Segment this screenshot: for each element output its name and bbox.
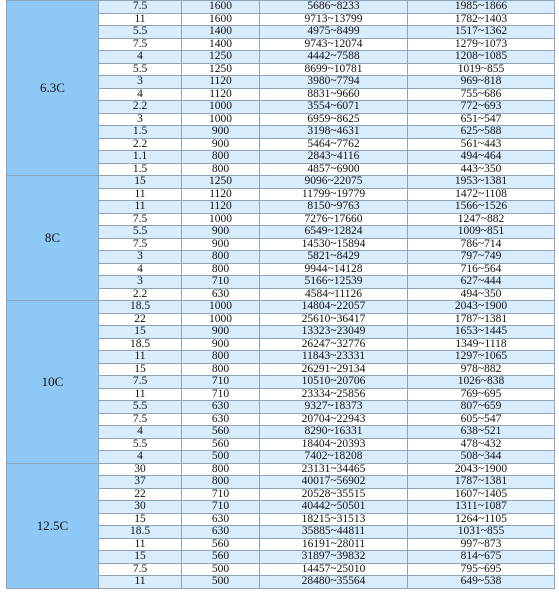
head-cell: 651~547	[408, 113, 555, 126]
head-cell: 1782~1403	[408, 13, 555, 26]
power-cell: 4	[99, 88, 182, 101]
head-cell: 494~464	[408, 151, 555, 164]
power-cell: 7.5	[99, 376, 182, 389]
model-cell: 560	[182, 551, 260, 564]
flow-cell: 31897~39832	[260, 551, 408, 564]
head-cell: 769~695	[408, 388, 555, 401]
flow-cell: 3554~6071	[260, 101, 408, 114]
power-cell: 7.5	[99, 563, 182, 576]
flow-cell: 35885~44811	[260, 526, 408, 539]
flow-cell: 18404~20393	[260, 438, 408, 451]
group-label: 12.5C	[7, 463, 99, 588]
flow-cell: 4442~7588	[260, 51, 408, 64]
flow-cell: 8831~9660	[260, 88, 408, 101]
power-cell: 3	[99, 76, 182, 89]
power-cell: 22	[99, 488, 182, 501]
head-cell: 716~564	[408, 263, 555, 276]
power-cell: 4	[99, 263, 182, 276]
head-cell: 1985~1866	[408, 1, 555, 14]
head-cell: 638~521	[408, 426, 555, 439]
head-cell: 1517~1362	[408, 26, 555, 39]
flow-cell: 26247~32776	[260, 338, 408, 351]
flow-cell: 7276~17660	[260, 213, 408, 226]
model-cell: 1000	[182, 213, 260, 226]
head-cell: 1607~1405	[408, 488, 555, 501]
power-cell: 7.5	[99, 1, 182, 14]
power-cell: 30	[99, 501, 182, 514]
flow-cell: 11843~23331	[260, 351, 408, 364]
model-cell: 630	[182, 413, 260, 426]
head-cell: 1297~1065	[408, 351, 555, 364]
power-cell: 18.5	[99, 526, 182, 539]
flow-cell: 8150~9763	[260, 201, 408, 214]
head-cell: 1653~1445	[408, 326, 555, 339]
power-cell: 15	[99, 176, 182, 189]
power-cell: 11	[99, 538, 182, 551]
head-cell: 997~873	[408, 538, 555, 551]
power-cell: 37	[99, 476, 182, 489]
power-cell: 30	[99, 463, 182, 476]
head-cell: 561~443	[408, 138, 555, 151]
flow-cell: 16191~28011	[260, 538, 408, 551]
power-cell: 11	[99, 388, 182, 401]
head-cell: 1247~882	[408, 213, 555, 226]
group-label: 6.3C	[7, 1, 99, 176]
model-cell: 1120	[182, 76, 260, 89]
flow-cell: 9944~14128	[260, 263, 408, 276]
head-cell: 1009~851	[408, 226, 555, 239]
table-row	[7, 176, 555, 189]
model-cell: 710	[182, 388, 260, 401]
model-cell: 900	[182, 238, 260, 251]
model-cell: 800	[182, 263, 260, 276]
model-cell: 500	[182, 451, 260, 464]
flow-cell: 20704~22943	[260, 413, 408, 426]
power-cell: 1.5	[99, 163, 182, 176]
flow-cell: 9713~13799	[260, 13, 408, 26]
head-cell: 1279~1073	[408, 38, 555, 51]
head-cell: 443~350	[408, 163, 555, 176]
model-cell: 900	[182, 126, 260, 139]
power-cell: 18.5	[99, 301, 182, 314]
model-cell: 1250	[182, 176, 260, 189]
power-cell: 11	[99, 351, 182, 364]
head-cell: 478~432	[408, 438, 555, 451]
power-cell: 5.5	[99, 401, 182, 414]
model-cell: 800	[182, 351, 260, 364]
power-cell: 1.5	[99, 126, 182, 139]
flow-cell: 5166~12539	[260, 276, 408, 289]
power-cell: 4	[99, 51, 182, 64]
model-cell: 900	[182, 138, 260, 151]
model-cell: 900	[182, 338, 260, 351]
table-row	[7, 463, 555, 476]
flow-cell: 23334~25856	[260, 388, 408, 401]
head-cell: 807~659	[408, 401, 555, 414]
power-cell: 3	[99, 251, 182, 264]
flow-cell: 3198~4631	[260, 126, 408, 139]
head-cell: 797~749	[408, 251, 555, 264]
head-cell: 1787~1381	[408, 313, 555, 326]
power-cell: 5.5	[99, 26, 182, 39]
head-cell: 1026~838	[408, 376, 555, 389]
head-cell: 1566~1526	[408, 201, 555, 214]
head-cell: 494~350	[408, 288, 555, 301]
power-cell: 5.5	[99, 63, 182, 76]
head-cell: 2043~1900	[408, 463, 555, 476]
flow-cell: 25610~36417	[260, 313, 408, 326]
power-cell: 4	[99, 426, 182, 439]
model-cell: 710	[182, 488, 260, 501]
head-cell: 605~547	[408, 413, 555, 426]
head-cell: 1208~1085	[408, 51, 555, 64]
flow-cell: 23131~34465	[260, 463, 408, 476]
flow-cell: 4857~6900	[260, 163, 408, 176]
model-cell: 1120	[182, 188, 260, 201]
group-label: 10C	[7, 301, 99, 464]
model-cell: 1120	[182, 88, 260, 101]
head-cell: 755~686	[408, 88, 555, 101]
model-cell: 630	[182, 526, 260, 539]
head-cell: 814~675	[408, 551, 555, 564]
flow-cell: 4584~11126	[260, 288, 408, 301]
model-cell: 500	[182, 563, 260, 576]
flow-cell: 8699~10781	[260, 63, 408, 76]
model-cell: 1400	[182, 26, 260, 39]
flow-cell: 20528~35515	[260, 488, 408, 501]
model-cell: 710	[182, 376, 260, 389]
head-cell: 1031~855	[408, 526, 555, 539]
flow-cell: 40017~56902	[260, 476, 408, 489]
head-cell: 1787~1381	[408, 476, 555, 489]
power-cell: 11	[99, 576, 182, 589]
power-cell: 11	[99, 13, 182, 26]
model-cell: 1000	[182, 113, 260, 126]
flow-cell: 11799~19779	[260, 188, 408, 201]
power-cell: 3	[99, 276, 182, 289]
flow-cell: 2843~4116	[260, 151, 408, 164]
model-cell: 560	[182, 426, 260, 439]
flow-cell: 5821~8429	[260, 251, 408, 264]
model-cell: 800	[182, 463, 260, 476]
power-cell: 7.5	[99, 413, 182, 426]
spec-table-body	[7, 1, 555, 589]
model-cell: 1600	[182, 13, 260, 26]
model-cell: 800	[182, 251, 260, 264]
power-cell: 7.5	[99, 213, 182, 226]
model-cell: 630	[182, 401, 260, 414]
head-cell: 795~695	[408, 563, 555, 576]
head-cell: 772~693	[408, 101, 555, 114]
model-cell: 560	[182, 538, 260, 551]
model-cell: 1600	[182, 1, 260, 14]
head-cell: 627~444	[408, 276, 555, 289]
flow-cell: 14457~25010	[260, 563, 408, 576]
flow-cell: 40442~50501	[260, 501, 408, 514]
power-cell: 7.5	[99, 38, 182, 51]
model-cell: 630	[182, 288, 260, 301]
power-cell: 22	[99, 313, 182, 326]
flow-cell: 4975~8499	[260, 26, 408, 39]
model-cell: 800	[182, 476, 260, 489]
power-cell: 15	[99, 363, 182, 376]
model-cell: 500	[182, 576, 260, 589]
flow-cell: 3980~7794	[260, 76, 408, 89]
spec-table	[6, 0, 555, 589]
flow-cell: 8290~16331	[260, 426, 408, 439]
model-cell: 900	[182, 326, 260, 339]
model-cell: 900	[182, 226, 260, 239]
head-cell: 1311~1087	[408, 501, 555, 514]
model-cell: 800	[182, 363, 260, 376]
flow-cell: 26291~29134	[260, 363, 408, 376]
model-cell: 710	[182, 501, 260, 514]
table-row	[7, 301, 555, 314]
model-cell: 1250	[182, 51, 260, 64]
power-cell: 2.2	[99, 288, 182, 301]
model-cell: 800	[182, 151, 260, 164]
flow-cell: 9327~18373	[260, 401, 408, 414]
power-cell: 3	[99, 113, 182, 126]
head-cell: 969~818	[408, 76, 555, 89]
flow-cell: 5464~7762	[260, 138, 408, 151]
power-cell: 15	[99, 551, 182, 564]
flow-cell: 5686~8233	[260, 1, 408, 14]
power-cell: 15	[99, 513, 182, 526]
power-cell: 1.1	[99, 151, 182, 164]
head-cell: 1472~1108	[408, 188, 555, 201]
model-cell: 1000	[182, 313, 260, 326]
model-cell: 1000	[182, 101, 260, 114]
power-cell: 18.5	[99, 338, 182, 351]
power-cell: 11	[99, 188, 182, 201]
power-cell: 4	[99, 451, 182, 464]
flow-cell: 14804~22057	[260, 301, 408, 314]
flow-cell: 18215~31513	[260, 513, 408, 526]
power-cell: 2.2	[99, 101, 182, 114]
flow-cell: 9096~22075	[260, 176, 408, 189]
power-cell: 11	[99, 201, 182, 214]
power-cell: 2.2	[99, 138, 182, 151]
head-cell: 649~538	[408, 576, 555, 589]
model-cell: 1120	[182, 201, 260, 214]
flow-cell: 10510~20706	[260, 376, 408, 389]
flow-cell: 28480~35564	[260, 576, 408, 589]
flow-cell: 6549~12824	[260, 226, 408, 239]
flow-cell: 14530~15894	[260, 238, 408, 251]
model-cell: 710	[182, 276, 260, 289]
flow-cell: 6959~8625	[260, 113, 408, 126]
model-cell: 1400	[182, 38, 260, 51]
head-cell: 2043~1900	[408, 301, 555, 314]
head-cell: 625~588	[408, 126, 555, 139]
power-cell: 7.5	[99, 238, 182, 251]
power-cell: 15	[99, 326, 182, 339]
head-cell: 1953~1381	[408, 176, 555, 189]
group-label: 8C	[7, 176, 99, 301]
power-cell: 5.5	[99, 438, 182, 451]
table-row	[7, 1, 555, 14]
model-cell: 1000	[182, 301, 260, 314]
model-cell: 800	[182, 163, 260, 176]
flow-cell: 13323~23049	[260, 326, 408, 339]
head-cell: 1264~1105	[408, 513, 555, 526]
head-cell: 786~714	[408, 238, 555, 251]
model-cell: 560	[182, 438, 260, 451]
head-cell: 508~344	[408, 451, 555, 464]
flow-cell: 9743~12074	[260, 38, 408, 51]
power-cell: 5.5	[99, 226, 182, 239]
model-cell: 630	[182, 513, 260, 526]
head-cell: 1019~855	[408, 63, 555, 76]
flow-cell: 7402~18208	[260, 451, 408, 464]
model-cell: 1250	[182, 63, 260, 76]
head-cell: 1349~1118	[408, 338, 555, 351]
head-cell: 978~882	[408, 363, 555, 376]
